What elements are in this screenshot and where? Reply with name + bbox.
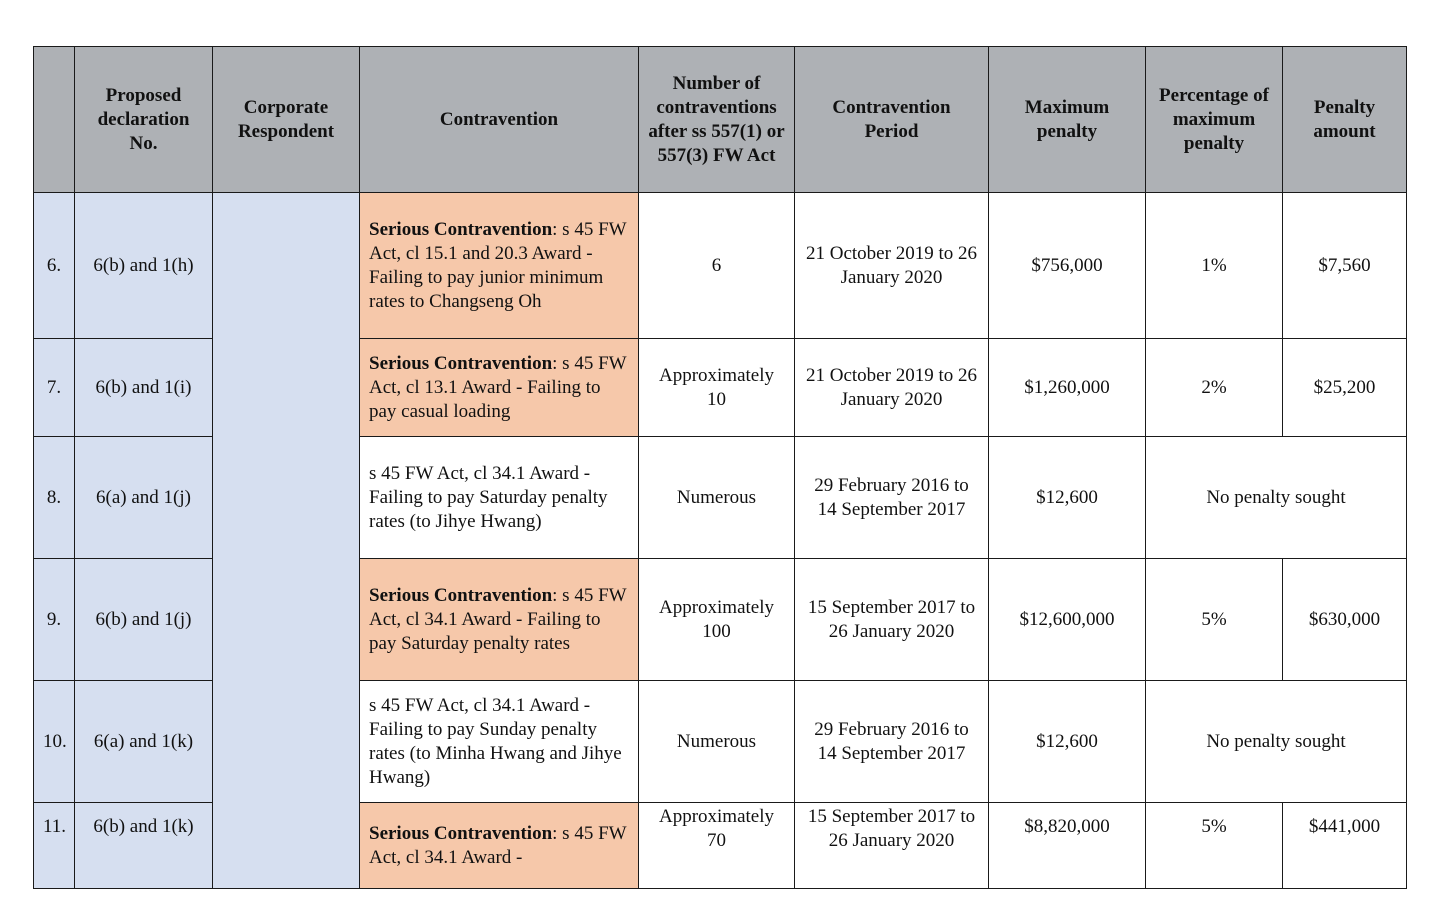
row-number: 9.	[34, 559, 75, 681]
maximum-penalty: $12,600	[989, 437, 1146, 559]
maximum-penalty: $8,820,000	[989, 803, 1146, 889]
row-number: 7.	[34, 339, 75, 437]
row-number: 6.	[34, 193, 75, 339]
contravention-period: 15 September 2017 to 26 January 2020	[795, 803, 989, 889]
contravention-count: Approximately 70	[639, 803, 795, 889]
header-penalty-amount: Penalty amount	[1283, 47, 1407, 193]
corporate-respondent-cell	[213, 193, 360, 889]
header-num	[34, 47, 75, 193]
contravention-period: 21 October 2019 to 26 January 2020	[795, 339, 989, 437]
penalty-amount: $7,560	[1283, 193, 1407, 339]
contravention-count: Numerous	[639, 681, 795, 803]
contravention-cell	[360, 339, 639, 437]
row-number: 10.	[34, 681, 75, 803]
penalty-table	[33, 46, 1407, 889]
contravention-cell	[360, 559, 639, 681]
contravention-text: : s 45 FW Act, cl 34.1 Award - Failing to pay Saturday penalty rates	[369, 584, 627, 654]
no-penalty-sought: No penalty sought	[1146, 437, 1407, 559]
penalty-percentage: 5%	[1146, 559, 1283, 681]
row-number: 8.	[34, 437, 75, 559]
contravention-count: Numerous	[639, 437, 795, 559]
declaration-number: 6(b) and 1(i)	[75, 339, 213, 437]
contravention-cell	[360, 681, 639, 803]
declaration-number: 6(b) and 1(j)	[75, 559, 213, 681]
row-number: 11.	[34, 803, 75, 889]
header-number-of-contraventions: Number of contraventions after ss 557(1) or 557(3) FW Act	[639, 47, 795, 193]
serious-label: Serious Contravention	[369, 822, 553, 844]
header-row	[34, 47, 1407, 193]
contravention-count: 6	[639, 193, 795, 339]
contravention-text: : s 45 FW Act, cl 34.1 Award -	[369, 822, 627, 868]
contravention-period: 15 September 2017 to 26 January 2020	[795, 559, 989, 681]
contravention-count: Approximately 10	[639, 339, 795, 437]
penalty-amount: $441,000	[1283, 803, 1407, 889]
contravention-period: 29 February 2016 to 14 September 2017	[795, 437, 989, 559]
contravention-text: s 45 FW Act, cl 34.1 Award - Failing to pay Saturday penalty rates (to Jihye Hwang)	[369, 462, 608, 532]
serious-label: Serious Contravention	[369, 218, 553, 240]
contravention-period: 21 October 2019 to 26 January 2020	[795, 193, 989, 339]
header-corporate-respondent: Corporate Respondent	[213, 47, 360, 193]
maximum-penalty: $1,260,000	[989, 339, 1146, 437]
contravention-count: Approximately 100	[639, 559, 795, 681]
table-row	[34, 193, 1407, 339]
penalty-amount: $25,200	[1283, 339, 1407, 437]
penalty-percentage: 2%	[1146, 339, 1283, 437]
serious-label: Serious Contravention	[369, 352, 553, 374]
penalty-percentage: 5%	[1146, 803, 1283, 889]
penalty-percentage: 1%	[1146, 193, 1283, 339]
contravention-period: 29 February 2016 to 14 September 2017	[795, 681, 989, 803]
header-contravention: Contravention	[360, 47, 639, 193]
header-proposed-declaration: Proposed declaration No.	[75, 47, 213, 193]
declaration-number: 6(a) and 1(j)	[75, 437, 213, 559]
maximum-penalty: $12,600,000	[989, 559, 1146, 681]
header-contravention-period: Contravention Period	[795, 47, 989, 193]
contravention-text: s 45 FW Act, cl 34.1 Award - Failing to pay Sunday penalty rates (to Minha Hwang and Jihye Hwang)	[369, 694, 622, 788]
contravention-text: : s 45 FW Act, cl 13.1 Award - Failing to pay casual loading	[369, 352, 627, 422]
contravention-cell	[360, 437, 639, 559]
no-penalty-sought: No penalty sought	[1146, 681, 1407, 803]
declaration-number: 6(b) and 1(k)	[75, 803, 213, 889]
declaration-number: 6(b) and 1(h)	[75, 193, 213, 339]
header-percentage: Percentage of maximum penalty	[1146, 47, 1283, 193]
contravention-cell	[360, 193, 639, 339]
penalty-amount: $630,000	[1283, 559, 1407, 681]
maximum-penalty: $12,600	[989, 681, 1146, 803]
maximum-penalty: $756,000	[989, 193, 1146, 339]
declaration-number: 6(a) and 1(k)	[75, 681, 213, 803]
serious-label: Serious Contravention	[369, 584, 553, 606]
header-maximum-penalty: Maximum penalty	[989, 47, 1146, 193]
contravention-text: : s 45 FW Act, cl 15.1 and 20.3 Award - Failing to pay junior minimum rates to Changseng Oh	[369, 218, 627, 312]
contravention-cell	[360, 803, 639, 889]
